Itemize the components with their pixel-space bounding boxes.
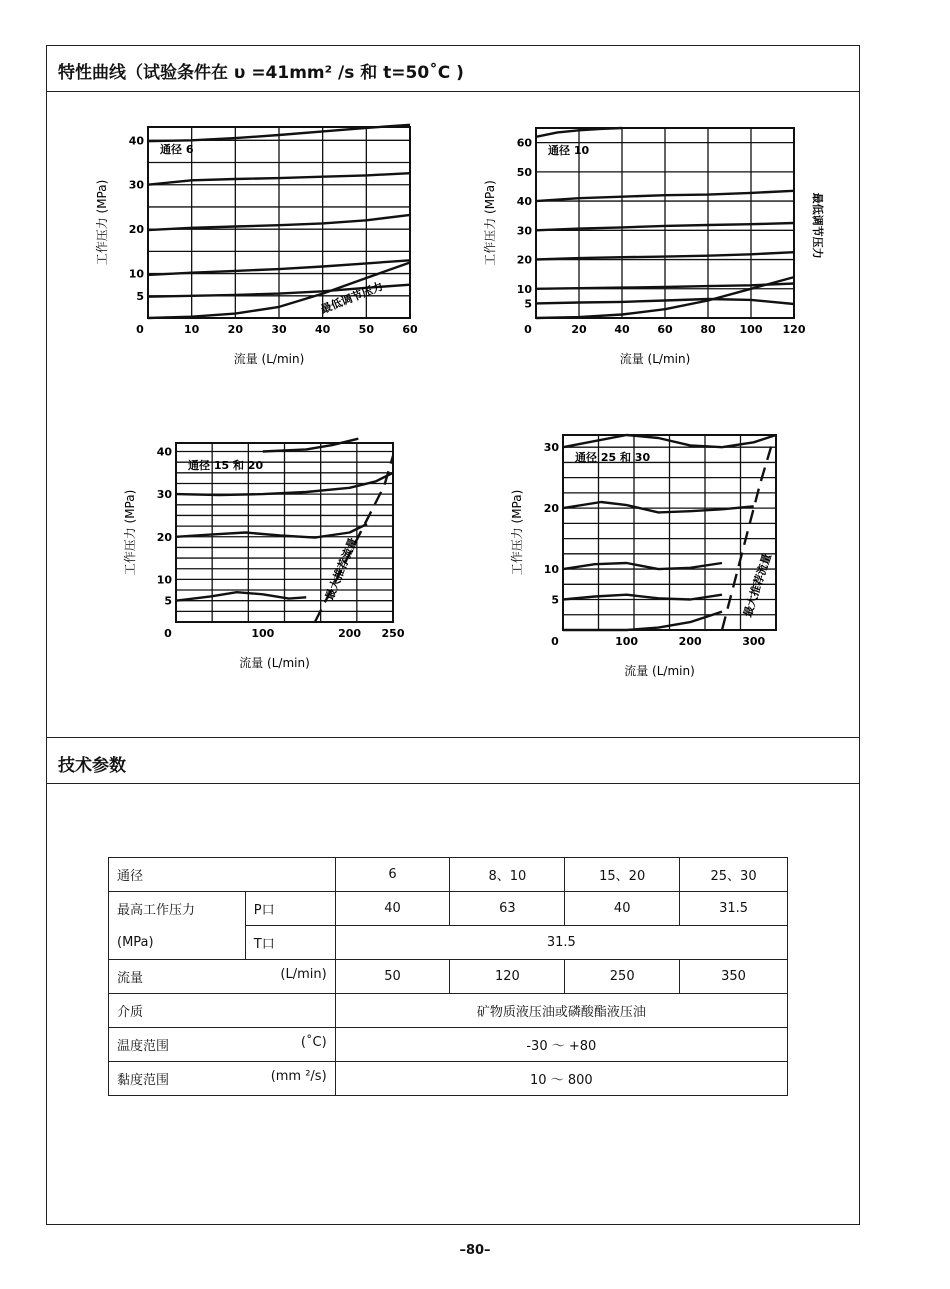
row-label-temp: 温度范围 (˚C) <box>109 1028 336 1062</box>
row-label-viscosity: 黏度范围 (mm ²/s) <box>109 1062 336 1096</box>
table-row <box>109 994 788 1028</box>
table-row <box>109 1028 788 1062</box>
table-cell: 31.5 <box>335 926 787 960</box>
x-axis-label: 流量 (L/min) <box>233 352 305 366</box>
x-tick-label: 250 <box>381 627 405 640</box>
table-cell: 6 <box>335 858 450 892</box>
section-header-curves <box>46 45 860 92</box>
table-row <box>109 926 788 960</box>
x-axis-label: 流量 (L/min) <box>239 656 310 670</box>
y-tick-label: 60 <box>516 136 532 150</box>
chart-annotation: 通径 25 和 30 <box>575 451 651 464</box>
table-row <box>109 1062 788 1096</box>
y-tick-label: 10 <box>516 282 532 296</box>
x-tick-label: 100 <box>251 627 275 640</box>
x-tick-label: 50 <box>358 323 374 336</box>
y-tick-label: 20 <box>543 502 559 516</box>
x-tick-label: 200 <box>338 627 362 640</box>
x-axis-label: 流量 (L/min) <box>619 352 691 366</box>
y-tick-label: 5 <box>164 594 172 608</box>
x-axis-label: 流量 (L/min) <box>624 664 695 678</box>
table-cell: 63 <box>450 892 565 926</box>
series-line <box>176 592 306 601</box>
x-tick-label: 120 <box>782 323 806 336</box>
port-label-p: P口 <box>245 892 335 926</box>
x-tick-label: 0 <box>524 323 532 336</box>
row-unit-pressure: (MPa) <box>109 926 246 960</box>
row-label-diameter: 通径 <box>109 858 336 892</box>
y-tick-label: 30 <box>543 441 559 455</box>
table-cell: 250 <box>565 960 680 994</box>
section-header-tech <box>46 737 860 784</box>
y-tick-label: 5 <box>136 289 144 303</box>
chart-diameter-10 <box>470 118 840 378</box>
table-cell: 15、20 <box>565 858 680 892</box>
table-row <box>109 960 788 994</box>
table-row <box>109 858 788 892</box>
page-number: –80– <box>459 1243 491 1258</box>
y-tick-label: 20 <box>156 530 172 544</box>
table-cell: 31.5 <box>680 892 788 926</box>
curve-label: 最大推荐流量 <box>322 535 360 602</box>
table-cell: 8、10 <box>450 858 565 892</box>
y-tick-label: 30 <box>128 178 144 192</box>
section-title-tech: 技术参数 <box>58 756 126 776</box>
table-cell: -30 ～ +80 <box>335 1028 787 1062</box>
y-tick-label: 30 <box>516 224 532 238</box>
x-tick-label: 60 <box>402 323 418 336</box>
section-title-curves: 特性曲线（试验条件在 υ =41mm² /s 和 t=50˚C ) <box>58 63 464 83</box>
row-label-flow: 流量 (L/min) <box>109 960 336 994</box>
table-cell: 25、30 <box>680 858 788 892</box>
x-tick-label: 20 <box>227 323 243 336</box>
series-line <box>563 563 722 569</box>
curve-label: 最低调节压力 <box>318 279 385 317</box>
y-tick-label: 20 <box>128 223 144 237</box>
y-axis-label: 工作压力 (MPa) <box>483 180 497 266</box>
x-tick-label: 0 <box>551 635 559 648</box>
table-cell: 50 <box>335 960 450 994</box>
series-line <box>563 595 722 600</box>
curve-label: 最低调节压力 <box>811 192 824 259</box>
y-tick-label: 10 <box>156 573 172 587</box>
y-tick-label: 40 <box>516 195 532 209</box>
y-tick-label: 10 <box>128 267 144 281</box>
row-label-pressure: 最高工作压力 <box>109 892 246 926</box>
table-cell: 40 <box>565 892 680 926</box>
port-label-t: T口 <box>245 926 335 960</box>
x-tick-label: 100 <box>739 323 763 336</box>
y-axis-label: 工作压力 (MPa) <box>95 179 109 266</box>
chart-diameter-25-30 <box>495 425 815 695</box>
table-cell: 矿物质液压油或磷酸酯液压油 <box>335 994 787 1028</box>
x-tick-label: 40 <box>315 323 331 336</box>
y-tick-label: 10 <box>543 563 559 577</box>
x-tick-label: 100 <box>615 635 639 648</box>
x-tick-label: 300 <box>742 635 766 648</box>
y-tick-label: 40 <box>156 445 172 459</box>
curve-label: 最大推荐流量 <box>741 551 774 619</box>
x-tick-label: 30 <box>271 323 287 336</box>
series-line <box>563 502 754 512</box>
x-tick-label: 0 <box>164 627 172 640</box>
x-tick-label: 0 <box>136 323 144 336</box>
y-tick-label: 40 <box>128 134 144 148</box>
table-cell: 120 <box>450 960 565 994</box>
x-tick-label: 60 <box>657 323 673 336</box>
table-row <box>109 892 788 926</box>
table-cell: 350 <box>680 960 788 994</box>
y-tick-label: 5 <box>524 297 532 311</box>
table-cell: 40 <box>335 892 450 926</box>
chart-diameter-15-20 <box>100 430 420 695</box>
x-tick-label: 40 <box>614 323 630 336</box>
y-axis-label: 工作压力 (MPa) <box>123 489 137 576</box>
x-tick-label: 200 <box>678 635 702 648</box>
row-label-medium: 介质 <box>109 994 336 1028</box>
chart-diameter-6 <box>80 118 430 378</box>
x-tick-label: 20 <box>571 323 587 336</box>
chart-annotation: 通径 15 和 20 <box>188 459 264 472</box>
x-tick-label: 80 <box>700 323 716 336</box>
chart-annotation: 通径 10 <box>548 144 590 157</box>
x-tick-label: 10 <box>184 323 200 336</box>
y-tick-label: 20 <box>516 253 532 267</box>
y-tick-label: 30 <box>156 488 172 502</box>
table-cell: 10 ～ 800 <box>335 1062 787 1096</box>
series-line <box>263 439 359 452</box>
y-tick-label: 50 <box>516 165 532 179</box>
chart-annotation: 通径 6 <box>160 143 194 156</box>
y-axis-label: 工作压力 (MPa) <box>510 489 524 576</box>
y-tick-label: 5 <box>551 593 559 607</box>
spec-table <box>108 857 788 1096</box>
